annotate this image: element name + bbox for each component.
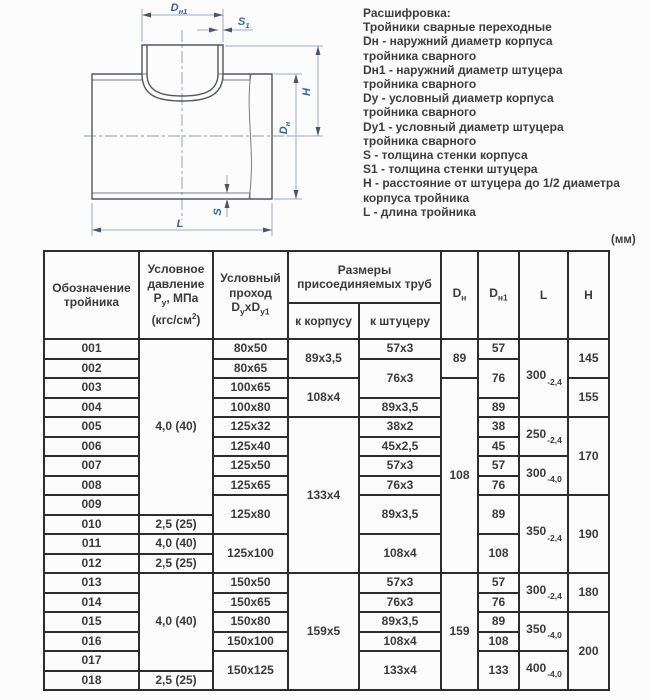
cell-branch-pipe: 57x3 — [359, 456, 441, 476]
col-header-to-body: к корпусу — [288, 303, 359, 339]
cell-branch-pipe: 89x3,5 — [359, 398, 441, 418]
cell-pass: 100x65 — [213, 378, 288, 398]
cell-branch-pipe: 57x3 — [359, 339, 441, 359]
cell-code: 013 — [44, 573, 139, 593]
cell-code: 018 — [44, 671, 139, 691]
cell-dn1: 108 — [478, 632, 519, 652]
cell-dn: 159 — [441, 573, 478, 690]
col-header-pressure: Условное давление $P_у$, МПа $(кгс/см^2)$ — [139, 251, 213, 339]
cell-dn1: 57 — [478, 339, 519, 359]
cell-branch-pipe: 76x3 — [359, 476, 441, 496]
legend-line: S - толщина стенки корпуса — [363, 148, 528, 163]
cell-pressure: 2,5 (25) — [139, 554, 213, 574]
cell-pressure: 4,0 (40) — [139, 339, 213, 515]
col-header-dn: $D_н$ — [441, 251, 478, 339]
cell-code: 001 — [44, 339, 139, 359]
cell-pass: 150x80 — [213, 612, 288, 632]
legend-line: Dу1 - условный диаметр штуцера — [363, 119, 564, 134]
cell-dn1: 76 — [478, 593, 519, 613]
cell-h: 200 — [568, 612, 609, 690]
legend-line: корпуса тройника — [363, 190, 470, 205]
cell-branch-pipe: 76x3 — [359, 359, 441, 398]
cell-branch-pipe: 133x4 — [359, 651, 441, 690]
table-row — [44, 417, 609, 437]
cell-dn: 89 — [441, 339, 478, 378]
cell-l: $400_{-4,0}$ — [519, 651, 568, 690]
cell-pass: 125x80 — [213, 495, 288, 534]
cell-branch-pipe: 76x3 — [359, 593, 441, 613]
cell-branch-pipe: 89x3,5 — [359, 612, 441, 632]
legend-lines — [363, 20, 650, 219]
cell-pass: 125x40 — [213, 437, 288, 457]
cell-l: $350_{-4,0}$ — [519, 612, 568, 651]
cell-code: 008 — [44, 476, 139, 496]
col-header-pass: Условный проход $D_уxD_{у1}$ — [213, 251, 288, 339]
cell-h: 190 — [568, 495, 609, 573]
legend-line: H - расстояние от штуцера до 1/2 диаметра — [363, 176, 620, 191]
cell-pass: 125x100 — [213, 534, 288, 573]
center-lines — [84, 30, 284, 220]
legend-line: Dу - условный диаметр корпуса — [363, 91, 554, 106]
cell-h: 145 — [568, 339, 609, 378]
legend-line: Dн1 - наружний диаметр штуцера — [363, 62, 563, 77]
cell-pressure: 2,5 (25) — [139, 671, 213, 691]
dim-label-dn: $D_н$ — [278, 121, 292, 135]
cell-body-pipe: 133x4 — [288, 417, 359, 573]
dim-h — [225, 46, 323, 136]
col-header-pipe-sizes: Размеры присоединяемых труб — [288, 251, 441, 303]
cell-code: 005 — [44, 417, 139, 437]
legend-line: тройника сварного — [363, 77, 477, 92]
col-header-to-branch: к штуцеру — [359, 303, 441, 339]
cell-l: $300_{-4,0}$ — [519, 456, 568, 495]
cell-dn1: 45 — [478, 437, 519, 457]
legend-line: тройника сварного — [363, 105, 477, 120]
cell-pass: 150x100 — [213, 632, 288, 652]
cell-branch-pipe: 89x3,5 — [359, 495, 441, 534]
legend-title: Расшифровка: — [363, 6, 451, 20]
spec-table-body — [44, 339, 609, 690]
legend-line: Dн - наружний диаметр корпуса — [363, 34, 553, 49]
cell-code: 011 — [44, 534, 139, 554]
cell-l: $350_{-2,4}$ — [519, 495, 568, 573]
cell-pass: 150x50 — [213, 573, 288, 593]
table-row — [44, 339, 609, 359]
cell-dn1: 57 — [478, 456, 519, 476]
cell-dn1: 76 — [478, 359, 519, 398]
cell-pass: 100x80 — [213, 398, 288, 418]
cell-code: 004 — [44, 398, 139, 418]
cell-h: 170 — [568, 417, 609, 495]
cell-l: $300_{-2,4}$ — [519, 573, 568, 612]
cell-code: 012 — [44, 554, 139, 574]
break-line — [249, 74, 251, 199]
legend-line: Тройники сварные переходные — [363, 20, 552, 35]
cell-code: 014 — [44, 593, 139, 613]
cell-branch-pipe: 108x4 — [359, 534, 441, 573]
cell-dn1: 57 — [478, 573, 519, 593]
col-header-h: H — [568, 251, 609, 339]
dim-s1 — [197, 16, 253, 33]
cell-body-pipe: 89x3,5 — [288, 339, 359, 378]
col-header-designation: Обозначение тройника — [44, 251, 139, 339]
legend — [363, 6, 650, 219]
legend-line: L - длина тройника — [363, 204, 476, 219]
cell-code: 010 — [44, 515, 139, 535]
cell-code: 009 — [44, 495, 139, 515]
cell-pass: 125x50 — [213, 456, 288, 476]
table-row — [44, 573, 609, 593]
legend-line: S1 - толщина стенки штуцера — [363, 162, 538, 177]
cell-dn: 108 — [441, 378, 478, 573]
cell-branch-pipe: 57x3 — [359, 573, 441, 593]
cell-dn1: 89 — [478, 398, 519, 418]
cell-code: 017 — [44, 651, 139, 671]
cell-branch-pipe: 108x4 — [359, 632, 441, 652]
cell-code: 006 — [44, 437, 139, 457]
cell-pressure: 4,0 (40) — [139, 534, 213, 554]
cell-dn1: 108 — [478, 534, 519, 573]
cell-l: $250_{-2,4}$ — [519, 417, 568, 456]
cell-code: 002 — [44, 359, 139, 379]
cell-branch-pipe: 38x2 — [359, 417, 441, 437]
dim-label-l: L — [176, 218, 184, 230]
dim-label-s1: $S_1$ — [238, 16, 250, 30]
cell-branch-pipe: 45x2,5 — [359, 437, 441, 457]
col-header-dn1: $D_{н1}$ — [478, 251, 519, 339]
col-header-l: L — [519, 251, 568, 339]
dim-label-h: H — [301, 88, 313, 96]
cell-pass: 125x32 — [213, 417, 288, 437]
cell-pass: 150x125 — [213, 651, 288, 690]
cell-dn1: 89 — [478, 495, 519, 534]
legend-line: тройника сварного — [363, 48, 477, 63]
cell-dn1: 133 — [478, 651, 519, 690]
hatched-walls — [92, 45, 250, 199]
cell-body-pipe: 108x4 — [288, 378, 359, 417]
dim-dn1 — [142, 2, 223, 42]
cell-pass: 80x50 — [213, 339, 288, 359]
legend-line: тройника сварного — [363, 133, 477, 148]
cell-code: 015 — [44, 612, 139, 632]
tee-fitting-drawing — [40, 0, 360, 245]
cell-code: 007 — [44, 456, 139, 476]
cell-pass: 125x65 — [213, 476, 288, 496]
cell-dn1: 89 — [478, 612, 519, 632]
cell-h: 180 — [568, 573, 609, 612]
cell-l: $300_{-2,4}$ — [519, 339, 568, 417]
dim-label-dn1: $D_{н1}$ — [170, 2, 188, 16]
dim-label-s: S — [212, 208, 224, 216]
cell-h: 155 — [568, 378, 609, 417]
cell-pressure: 4,0 (40) — [139, 573, 213, 671]
cell-pass: 150x65 — [213, 593, 288, 613]
cell-dn1: 38 — [478, 417, 519, 437]
cell-dn1: 76 — [478, 476, 519, 496]
cell-code: 016 — [44, 632, 139, 652]
cell-pass: 80x65 — [213, 359, 288, 379]
dim-s — [212, 175, 230, 217]
units-note: (мм) — [611, 234, 636, 246]
cell-body-pipe: 159x5 — [288, 573, 359, 690]
cell-code: 003 — [44, 378, 139, 398]
spec-table — [43, 250, 610, 691]
cell-pressure: 2,5 (25) — [139, 515, 213, 535]
